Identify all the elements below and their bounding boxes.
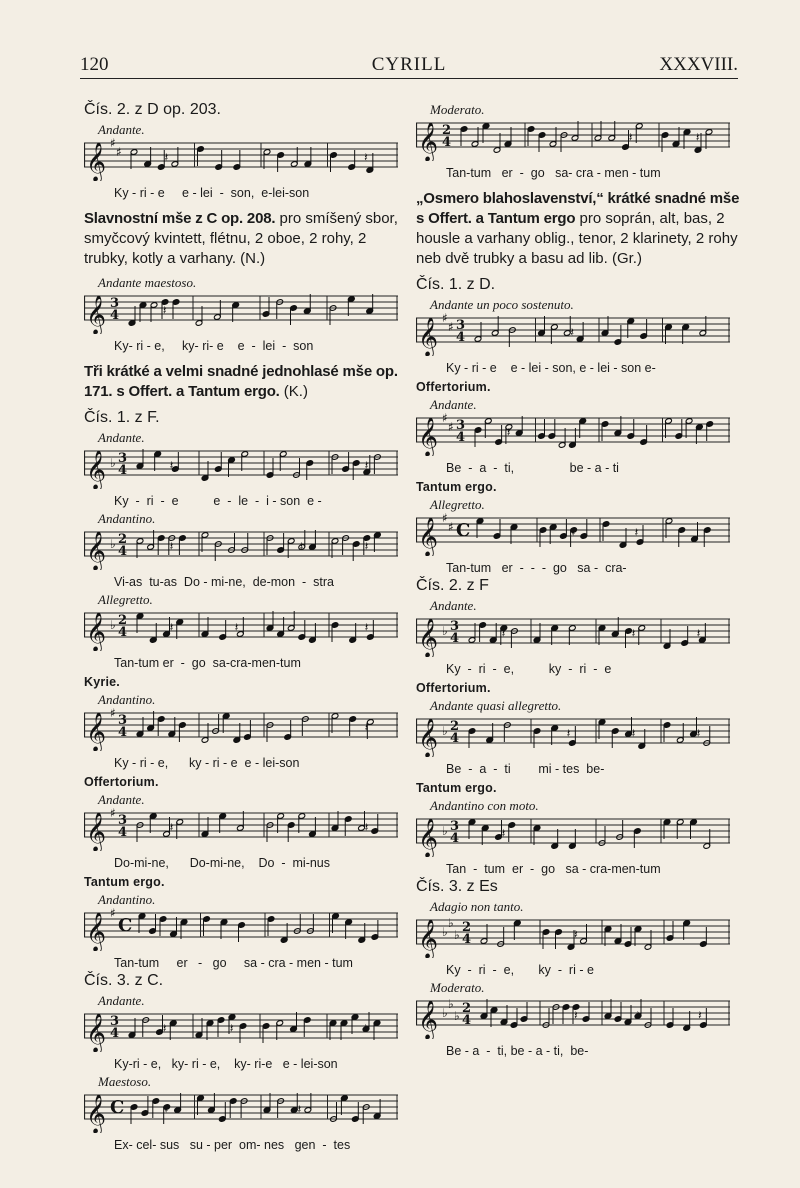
movement-label: Offertorium.	[84, 775, 159, 789]
lyrics-line: Ky - ri - e e - lei - son, e-lei-son	[114, 186, 310, 200]
treble-clef: 𝄞	[86, 1013, 107, 1052]
rest-sign: 𝄽	[169, 820, 174, 834]
sharp-sign: ♯	[110, 707, 116, 720]
sharp-sign: ♯	[442, 312, 448, 325]
tempo-marking: Andantino.	[98, 692, 156, 707]
treble-clef: 𝄞	[418, 618, 439, 657]
music-staff	[416, 995, 732, 1039]
flat-sign: ♭	[454, 1009, 460, 1023]
tempo-marking: Andante.	[430, 397, 477, 412]
music-staff	[84, 445, 400, 489]
work-description	[84, 209, 414, 269]
time-signature-bottom: 4	[110, 308, 120, 323]
lyrics-line: Tan-tum er - go sa-cra-men-tum	[114, 656, 301, 670]
rest-sign: 𝄽	[229, 1021, 234, 1035]
rest-sign: 𝄽	[164, 1102, 169, 1116]
time-signature-bottom: 4	[450, 731, 460, 746]
sharp-sign: ♯	[448, 520, 454, 534]
rest-sign: 𝄽	[571, 525, 576, 539]
rest-sign: 𝄽	[364, 458, 369, 472]
time-signature-bottom: 4	[118, 825, 128, 840]
time-signature-top: 3	[118, 813, 128, 828]
time-signature-bottom: 4	[462, 1013, 472, 1028]
work-title: Slavnostní mše z C op. 208.	[84, 210, 276, 227]
work-description	[416, 189, 746, 269]
lyrics-line: Ky - ri - e, ky - ri - e	[446, 963, 594, 977]
time-signature-top: 2	[118, 613, 128, 628]
time-signature-top: 2	[118, 532, 128, 547]
rest-sign: 𝄽	[234, 620, 239, 634]
rest-sign: 𝄽	[574, 1008, 578, 1022]
rest-sign: 𝄽	[364, 539, 369, 553]
sharp-sign: ♯	[442, 512, 448, 525]
treble-clef: 𝄞	[86, 450, 107, 489]
flat-sign: ♭	[448, 997, 454, 1011]
tempo-marking: Andante.	[98, 993, 145, 1008]
rest-sign: 𝄽	[695, 130, 700, 144]
rest-sign: 𝄽	[162, 1021, 167, 1035]
music-staff	[416, 914, 732, 958]
sharp-sign: ♯	[110, 807, 116, 820]
music-staff	[84, 907, 400, 951]
rest-sign: 𝄽	[297, 1102, 302, 1116]
tempo-marking: Moderato.	[430, 102, 485, 117]
section-heading: Čís. 1. z D.	[416, 276, 496, 293]
movement-label: Offertorium.	[416, 681, 491, 695]
time-signature-top: 2	[462, 920, 472, 935]
rest-sign: 𝄽	[169, 620, 174, 634]
music-staff	[84, 526, 400, 570]
page-number: 120	[80, 54, 109, 75]
work-details: pro soprán, alt, bas, 2 housle a varhany oblig., tenor, 2 klarinety, 2 rohy neb dvě trubky a basu ad lib. (Gr.)	[416, 210, 738, 267]
time-signature-top: 3	[456, 318, 466, 333]
rest-sign: 𝄽	[363, 1021, 368, 1035]
tempo-marking: Moderato.	[430, 980, 485, 995]
lyrics-line: Vi-as tu-as Do - mi-ne, de-mon - stra	[114, 575, 334, 589]
work-title: Tři krátké a velmi snadné jednohlasé mše op. 171. s Offert. a Tantum ergo.	[84, 363, 398, 400]
music-staff	[416, 713, 732, 757]
rest-sign: 𝄽	[506, 425, 511, 439]
left-column	[84, 100, 414, 1153]
treble-clef: 𝄞	[86, 612, 107, 651]
rest-sign: 𝄽	[364, 720, 369, 734]
flat-sign: ♭	[448, 916, 454, 930]
rest-sign: 𝄽	[299, 539, 304, 553]
time-signature-bottom: 4	[462, 932, 472, 947]
time-signature-top: 3	[450, 819, 460, 834]
music-staff	[84, 1089, 400, 1133]
tempo-marking: Andante.	[98, 430, 145, 445]
movement-label: Tantum ergo.	[416, 781, 497, 795]
flat-sign: ♭	[442, 925, 448, 939]
rest-sign: 𝄽	[698, 1008, 702, 1022]
treble-clef: 𝄞	[86, 712, 107, 751]
music-staff	[84, 137, 400, 181]
rest-sign: 𝄽	[162, 303, 167, 317]
treble-clef: 𝄞	[86, 812, 107, 851]
time-signature-bottom: 4	[118, 725, 128, 740]
page-header	[80, 54, 738, 78]
lyrics-line: Ex- cel- sus su - per om- nes gen - tes	[114, 1138, 351, 1152]
treble-clef: 𝄞	[418, 317, 439, 356]
flat-sign: ♭	[110, 456, 116, 470]
tempo-marking: Andantino.	[98, 892, 156, 907]
time-signature-bottom: 4	[456, 430, 466, 445]
music-staff	[416, 312, 732, 356]
right-column	[416, 100, 746, 1059]
movement-label: Tantum ergo.	[416, 480, 497, 494]
section-heading: Čís. 2. z F	[416, 577, 489, 594]
common-time: C	[456, 520, 471, 541]
section-heading: Čís. 3. z C.	[84, 972, 164, 989]
work-details: (K.)	[279, 383, 308, 400]
time-signature-bottom: 4	[118, 463, 128, 478]
treble-clef: 𝄞	[418, 919, 439, 958]
music-staff	[416, 813, 732, 857]
music-staff	[416, 117, 732, 161]
tempo-marking: Andante un poco sostenuto.	[430, 297, 574, 312]
header-rule	[80, 78, 738, 79]
time-signature-bottom: 4	[450, 831, 460, 846]
time-signature-top: 2	[462, 1001, 472, 1016]
music-staff	[84, 1008, 400, 1052]
time-signature-top: 3	[456, 418, 466, 433]
music-staff	[416, 613, 732, 657]
treble-clef: 𝄞	[418, 417, 439, 456]
music-staff	[416, 512, 732, 556]
lyrics-line: Ky - ri - e e - lei - son, e - lei - son e-	[446, 361, 656, 375]
tempo-marking: Andante.	[98, 122, 145, 137]
tempo-marking: Andante.	[98, 792, 145, 807]
music-staff	[84, 607, 400, 651]
tempo-marking: Andante.	[430, 598, 477, 613]
flat-sign: ♭	[454, 928, 460, 942]
tempo-marking: Andante maestoso.	[98, 275, 197, 290]
rest-sign: 𝄽	[634, 525, 639, 539]
treble-clef: 𝄞	[418, 1000, 439, 1039]
time-signature-top: 3	[118, 451, 128, 466]
sharp-sign: ♯	[110, 907, 116, 920]
treble-clef: 𝄞	[418, 122, 439, 161]
treble-clef: 𝄞	[86, 295, 107, 334]
rest-sign: 𝄽	[696, 726, 701, 740]
rest-sign: 𝄽	[501, 826, 506, 840]
lyrics-line: Be - a - ti, be - a - ti	[446, 461, 619, 475]
tempo-marking: Andantino con moto.	[430, 798, 539, 813]
time-signature-top: 3	[110, 1014, 120, 1029]
work-title: „Osmero blahoslavenství,“ krátké snadné mše s Offert. a Tantum ergo	[416, 190, 740, 227]
work-details: pro smíšený sbor, smyčcový kvintett, flétnu, 2 oboe, 2 rohy, 2 trubky, kotly a varhany. (N.)	[84, 210, 398, 267]
treble-clef: 𝄞	[418, 818, 439, 857]
sharp-sign: ♯	[442, 412, 448, 425]
flat-sign: ♭	[442, 824, 448, 838]
lyrics-line: Ky - ri - e e - le - i - son e -	[114, 494, 322, 508]
treble-clef: 𝄞	[418, 718, 439, 757]
treble-clef: 𝄞	[86, 1094, 107, 1133]
rest-sign: 𝄽	[169, 539, 174, 553]
flat-sign: ♭	[442, 624, 448, 638]
lyrics-line: Be - a - ti mi - tes be-	[446, 762, 605, 776]
common-time: C	[110, 1097, 125, 1118]
lyrics-line: Tan - tum er - go sa - cra-men-tum	[446, 862, 661, 876]
work-description	[84, 362, 414, 402]
music-staff	[416, 412, 732, 456]
rest-sign: 𝄽	[164, 150, 169, 164]
lyrics-line: Be - a - ti, be - a - ti, be-	[446, 1044, 589, 1058]
sharp-sign: ♯	[448, 420, 454, 434]
running-title: CYRILL	[371, 54, 447, 75]
rest-sign: 𝄽	[570, 325, 575, 339]
sharp-sign: ♯	[448, 320, 454, 334]
music-staff	[84, 290, 400, 334]
flat-sign: ♭	[442, 1006, 448, 1020]
section-heading: Čís. 3. z Es	[416, 878, 498, 895]
flat-sign: ♭	[110, 618, 116, 632]
time-signature-top: 3	[450, 619, 460, 634]
rest-sign: 𝄽	[696, 626, 701, 640]
section-heading: Čís. 1. z F.	[84, 409, 160, 426]
lyrics-line: Tan-tum er - - - go sa - cra-	[446, 561, 627, 575]
rest-sign: 𝄽	[364, 820, 369, 834]
time-signature-top: 3	[118, 713, 128, 728]
lyrics-line: Ky - ri - e, ky - ri - e e - lei-son	[114, 756, 300, 770]
rest-sign: 𝄽	[364, 150, 368, 164]
time-signature-top: 2	[442, 123, 452, 138]
time-signature-bottom: 4	[450, 631, 460, 646]
time-signature-top: 2	[450, 719, 460, 734]
lyrics-line: Tan-tum er - go sa - cra - men - tum	[114, 956, 353, 970]
section-heading: Čís. 2. z D op. 203.	[84, 101, 221, 118]
tempo-marking: Adagio non tanto.	[430, 899, 524, 914]
treble-clef: 𝄞	[418, 517, 439, 556]
lyrics-line: Ky- ri - e, ky- ri- e e - lei - son	[114, 339, 314, 353]
music-staff	[84, 807, 400, 851]
rest-sign: 𝄽	[631, 626, 636, 640]
time-signature-bottom: 4	[118, 625, 128, 640]
tempo-marking: Maestoso.	[98, 1074, 152, 1089]
movement-label: Tantum ergo.	[84, 875, 165, 889]
volume-number: XXXVIII.	[659, 54, 738, 75]
lyrics-line: Ky - ri - e, ky - ri - e	[446, 662, 612, 676]
flat-sign: ♭	[442, 724, 448, 738]
rest-sign: 𝄽	[566, 726, 571, 740]
tempo-marking: Andante quasi allegretto.	[430, 698, 562, 713]
common-time: C	[118, 915, 133, 936]
time-signature-bottom: 4	[118, 544, 128, 559]
rest-sign: 𝄽	[169, 458, 174, 472]
rest-sign: 𝄽	[628, 130, 633, 144]
music-staff	[84, 707, 400, 751]
tempo-marking: Andantino.	[98, 511, 156, 526]
rest-sign: 𝄽	[636, 1008, 640, 1022]
treble-clef: 𝄞	[86, 142, 107, 181]
lyrics-line: Tan-tum er - go sa- cra - men - tum	[446, 166, 661, 180]
lyrics-line: Ky-ri - e, ky- ri - e, ky- ri-e e - lei-son	[114, 1057, 338, 1071]
flat-sign: ♭	[110, 537, 116, 551]
sharp-sign: ♯	[110, 137, 116, 150]
time-signature-bottom: 4	[110, 1026, 120, 1041]
time-signature-top: 3	[110, 296, 120, 311]
treble-clef: 𝄞	[86, 531, 107, 570]
treble-clef: 𝄞	[86, 912, 107, 951]
rest-sign: 𝄽	[631, 726, 636, 740]
sharp-sign: ♯	[116, 145, 122, 159]
tempo-marking: Allegretto.	[430, 497, 485, 512]
lyrics-line: Do-mi-ne, Do-mi-ne, Do - mi-nus	[114, 856, 331, 870]
tempo-marking: Allegretto.	[98, 592, 153, 607]
time-signature-bottom: 4	[442, 135, 452, 150]
rest-sign: 𝄽	[364, 620, 369, 634]
movement-label: Kyrie.	[84, 675, 120, 689]
rest-sign: 𝄽	[574, 927, 578, 941]
rest-sign: 𝄽	[501, 626, 506, 640]
movement-label: Offertorium.	[416, 380, 491, 394]
time-signature-bottom: 4	[456, 330, 466, 345]
